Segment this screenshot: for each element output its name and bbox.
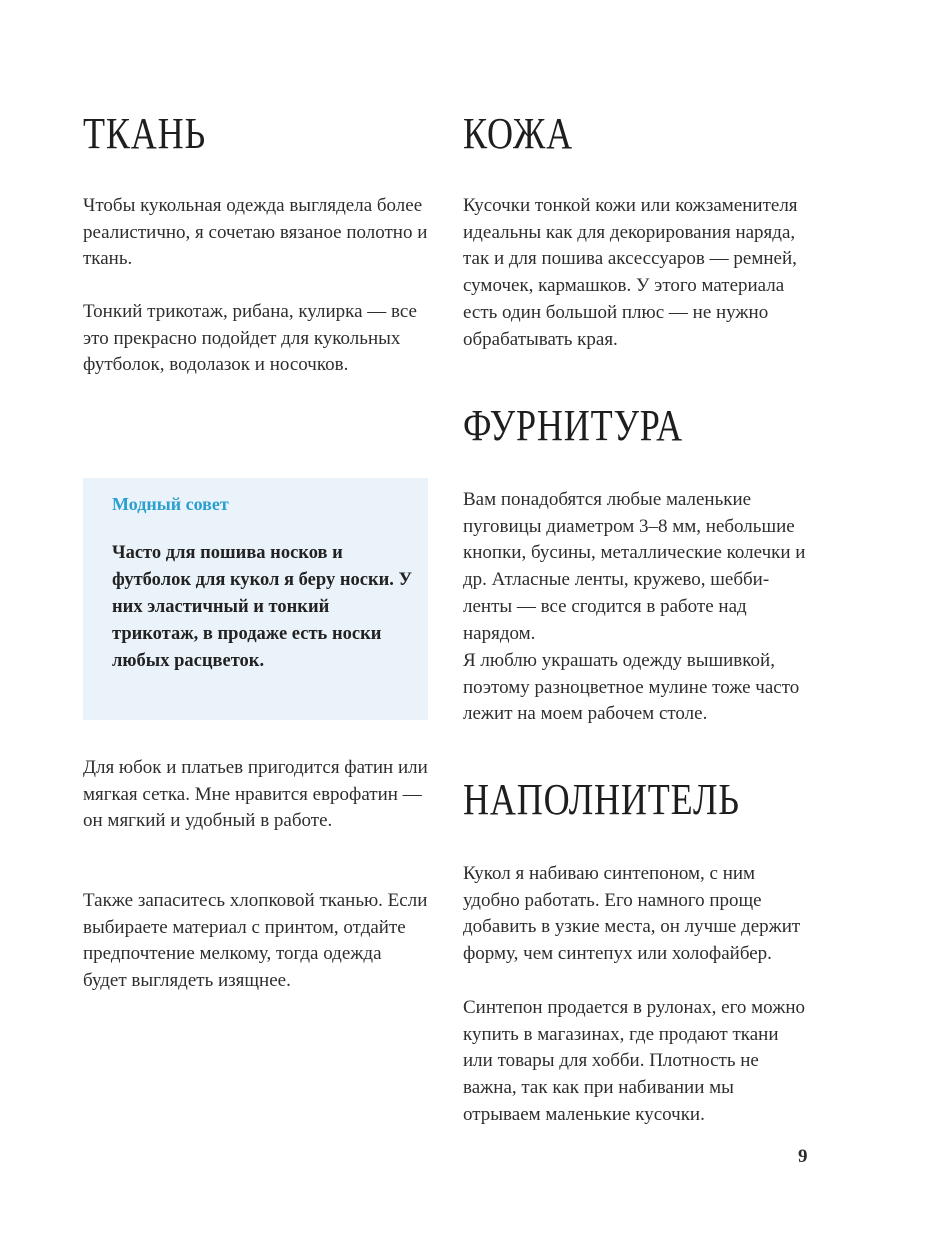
fashion-tip-title: Модный совет: [112, 494, 229, 514]
fabric-heading: ТКАНЬ: [83, 109, 207, 158]
leather-paragraph-1: Кусочки тонкой кожи или кожзаменителя идеальны как для декорирования наряда, так и для пошива аксессуаров — ремней, сумочек, кармашков. У этого материала есть один большой плюс — не нужно обрабатывать края.: [463, 195, 798, 350]
fabric-paragraph-3: Для юбок и платьев пригодится фатин или мягкая сетка. Мне нравится еврофатин — он мягкий и удобный в работе.: [83, 757, 428, 832]
filler-heading: НАПОЛНИТЕЛЬ: [463, 775, 740, 824]
fashion-tip-box: [83, 478, 428, 720]
filler-paragraph-2: Синтепон продается в рулонах, его можно купить в магазинах, где продают ткани или товары для хобби. Плотность не важна, так как при набивании мы отрываем маленькие кусочки.: [463, 997, 806, 1125]
fabric-paragraph-2: Тонкий трикотаж, рибана, кулирка — все это прекрасно подойдет для кукольных футболок, водолазок и носочков.: [83, 301, 417, 376]
fabric-paragraph-1: Чтобы кукольная одежда выглядела более реалистично, я сочетаю вязаное полотно и ткань.: [83, 195, 428, 270]
fashion-tip-text: Часто для пошива носков и футболок для кукол я беру носки. У них эластичный и тонкий трикотаж, в продаже есть носки любых расцветок.: [112, 543, 413, 671]
hardware-paragraph-1: Вам понадобятся любые маленькие пуговицы диаметром 3–8 мм, небольшие кнопки, бусины, металлические колечки и др. Атласные ленты, кружево, шебби-ленты — все сгодится в работе над нарядом.: [463, 489, 806, 644]
leather-heading: КОЖА: [463, 109, 573, 158]
page-number: 9: [798, 1146, 808, 1167]
filler-paragraph-1: Кукол я набиваю синтепоном, с ним удобно работать. Его намного проще добавить в узкие места, он лучше держит форму, чем синтепух или холофайбер.: [463, 863, 801, 965]
hardware-paragraph-2: Я люблю украшать одежду вышивкой, поэтому разноцветное мулине тоже часто лежит на моем рабочем столе.: [463, 650, 800, 725]
hardware-heading: ФУРНИТУРА: [463, 401, 683, 450]
fabric-paragraph-4: Также запаситесь хлопковой тканью. Если выбираете материал с принтом, отдайте предпочтение мелкому, тогда одежда будет выглядеть изящнее.: [83, 890, 428, 992]
